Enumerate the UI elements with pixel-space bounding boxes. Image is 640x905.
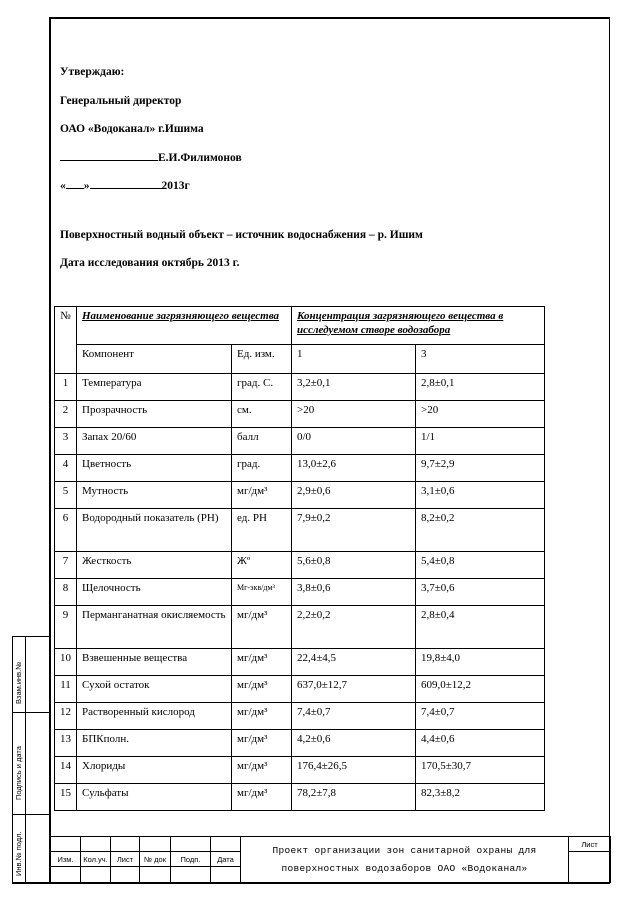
table-row (55, 428, 545, 455)
table-row (55, 579, 545, 606)
row-value-site3: 82,3±8,2 (416, 784, 545, 811)
tb-empty-cell (140, 867, 171, 883)
sub-component-header: Компонент (77, 345, 232, 374)
side-stamp-inner-line (25, 636, 26, 882)
date-open-quote: « (60, 180, 66, 192)
col-conc-header-text: Концентрация загрязняющего вещества в исследуемом створе водозабора (297, 310, 504, 336)
tb-empty-cell (171, 837, 211, 852)
row-value-site3: 19,8±4,0 (416, 649, 545, 676)
row-unit: мг/дм³ (232, 784, 292, 811)
row-value-site3: 170,5±30,7 (416, 757, 545, 784)
row-unit: балл (232, 428, 292, 455)
month-blank (90, 179, 162, 189)
row-value-site1: 3,2±0,1 (292, 374, 416, 401)
table-row (55, 455, 545, 482)
tb-empty-cell (140, 837, 171, 852)
row-value-site1: 2,2±0,2 (292, 606, 416, 649)
row-number: 4 (55, 455, 77, 482)
col-conc-header (292, 307, 545, 345)
table-row (55, 509, 545, 552)
tb-empty-cell (211, 867, 241, 883)
row-component: Растворенный кислород (77, 703, 232, 730)
row-number: 11 (55, 676, 77, 703)
tb-col-list: Лист (111, 852, 140, 867)
row-value-site1: 2,9±0,6 (292, 482, 416, 509)
row-component: Взвешенные вещества (77, 649, 232, 676)
signatory-name: Е.И.Филимонов (158, 152, 242, 164)
row-value-site3: 5,4±0,8 (416, 552, 545, 579)
tb-col-data: Дата (211, 852, 241, 867)
signature-blank (60, 151, 158, 161)
frame-right (609, 17, 610, 883)
row-value-site1: 78,2±7,8 (292, 784, 416, 811)
row-value-site3: >20 (416, 401, 545, 428)
date-line (60, 179, 190, 192)
row-value-site1: 176,4±26,5 (292, 757, 416, 784)
sub-site3-header: 3 (416, 345, 545, 374)
row-value-site1: 7,4±0,7 (292, 703, 416, 730)
row-component: Сухой остаток (77, 676, 232, 703)
row-number: 10 (55, 649, 77, 676)
row-component: Цветность (77, 455, 232, 482)
row-value-site3: 7,4±0,7 (416, 703, 545, 730)
row-unit: см. (232, 401, 292, 428)
row-number: 5 (55, 482, 77, 509)
table-row (55, 649, 545, 676)
row-value-site3: 2,8±0,1 (416, 374, 545, 401)
row-number: 7 (55, 552, 77, 579)
frame-top (49, 17, 609, 19)
tb-col-ndok: № док (140, 852, 171, 867)
row-number: 8 (55, 579, 77, 606)
tb-empty-cell (171, 867, 211, 883)
sub-site1-header: 1 (292, 345, 416, 374)
row-value-site1: 5,6±0,8 (292, 552, 416, 579)
table-row (55, 676, 545, 703)
title-block (50, 836, 611, 883)
pollutant-table (54, 306, 545, 811)
table-row (55, 606, 545, 649)
row-unit: мг/дм³ (232, 649, 292, 676)
row-number: 2 (55, 401, 77, 428)
signature-line (60, 151, 242, 164)
table-row (55, 784, 545, 811)
table-row (55, 552, 545, 579)
water-object-line: Поверхностный водный объект – источник водоснабжения – р. Ишим (60, 229, 423, 241)
row-number: 9 (55, 606, 77, 649)
row-component: Сульфаты (77, 784, 232, 811)
row-component: БПКполн. (77, 730, 232, 757)
side-stamp-divider-1 (12, 712, 49, 713)
table-row (55, 757, 545, 784)
table-subheader-row (55, 345, 545, 374)
row-unit: град. (232, 455, 292, 482)
table-row (55, 730, 545, 757)
sub-unit-header: Ед. изм. (232, 345, 292, 374)
tb-col-podp: Подп. (171, 852, 211, 867)
table-row (55, 703, 545, 730)
row-value-site1: 22,4±4,5 (292, 649, 416, 676)
row-component: Прозрачность (77, 401, 232, 428)
side-label-inv-original: Инв.№ подл. (14, 831, 23, 876)
row-component: Мутность (77, 482, 232, 509)
date-close-quote: » (83, 180, 90, 192)
row-component: Хлориды (77, 757, 232, 784)
tb-empty-cell (111, 867, 140, 883)
company-label: ОАО «Водоканал» г.Ишима (60, 123, 204, 135)
row-unit: град. С. (232, 374, 292, 401)
side-stamp-top-line (12, 636, 49, 637)
approve-label: Утверждаю: (60, 66, 125, 78)
table-row (55, 374, 545, 401)
row-value-site1: 0/0 (292, 428, 416, 455)
row-unit: мг/дм³ (232, 482, 292, 509)
table-header-row (55, 307, 545, 345)
row-component: Щелочность (77, 579, 232, 606)
tb-empty-cell (211, 837, 241, 852)
row-value-site1: 3,8±0,6 (292, 579, 416, 606)
row-value-site3: 4,4±0,6 (416, 730, 545, 757)
row-component: Водородный показатель (PH) (77, 509, 232, 552)
row-number: 3 (55, 428, 77, 455)
tb-col-izm: Изм. (51, 852, 81, 867)
table-row (55, 482, 545, 509)
tb-empty-cell (81, 867, 111, 883)
sheet-label: Лист (569, 837, 611, 852)
col-name-header-text: Наименование загрязняющего вещества (82, 310, 280, 322)
row-unit: мг/дм³ (232, 730, 292, 757)
row-value-site1: 4,2±0,6 (292, 730, 416, 757)
row-value-site3: 609,0±12,2 (416, 676, 545, 703)
tb-col-koluch: Кол.уч. (81, 852, 111, 867)
position-label: Генеральный директор (60, 95, 182, 107)
row-component: Перманганатная окисляемость (77, 606, 232, 649)
date-year: 2013г (161, 180, 190, 192)
study-date-line: Дата исследования октябрь 2013 г. (60, 257, 240, 269)
row-number: 1 (55, 374, 77, 401)
day-blank (66, 179, 84, 189)
row-value-site3: 3,7±0,6 (416, 579, 545, 606)
row-unit: ед. PH (232, 509, 292, 552)
sheet-number-cell (569, 852, 611, 883)
row-value-site3: 8,2±0,2 (416, 509, 545, 552)
row-number: 14 (55, 757, 77, 784)
tb-empty-cell (81, 837, 111, 852)
row-number: 13 (55, 730, 77, 757)
row-value-site3: 1/1 (416, 428, 545, 455)
row-value-site1: 13,0±2,6 (292, 455, 416, 482)
col-num-header: № (55, 307, 77, 374)
row-number: 6 (55, 509, 77, 552)
row-unit: Жº (232, 552, 292, 579)
row-value-site3: 3,1±0,6 (416, 482, 545, 509)
row-component: Запах 20/60 (77, 428, 232, 455)
row-number: 12 (55, 703, 77, 730)
row-value-site3: 2,8±0,4 (416, 606, 545, 649)
side-label-signature-date: Подпись и дата (14, 746, 23, 800)
row-unit: мг/дм³ (232, 606, 292, 649)
row-component: Жесткость (77, 552, 232, 579)
side-stamp-outer-line (12, 636, 13, 882)
tb-empty-cell (51, 837, 81, 852)
row-unit: мг/дм³ (232, 703, 292, 730)
row-value-site3: 9,7±2,9 (416, 455, 545, 482)
tb-empty-cell (111, 837, 140, 852)
side-stamp-divider-2 (12, 814, 49, 815)
row-unit: Мг-экв/дм³ (232, 579, 292, 606)
row-value-site1: 637,0±12,7 (292, 676, 416, 703)
row-component: Температура (77, 374, 232, 401)
frame-left (49, 17, 51, 883)
row-value-site1: 7,9±0,2 (292, 509, 416, 552)
project-title: Проект организации зон санитарной охраны для поверхностных водозаборов ОАО «Водоканал» (241, 837, 569, 883)
row-unit: мг/дм³ (232, 676, 292, 703)
tb-empty-cell (51, 867, 81, 883)
table-row (55, 401, 545, 428)
row-unit: мг/дм³ (232, 757, 292, 784)
col-name-header (77, 307, 292, 345)
row-value-site1: >20 (292, 401, 416, 428)
side-label-replace-inv: Взам.инв.№ (14, 661, 23, 704)
row-number: 15 (55, 784, 77, 811)
